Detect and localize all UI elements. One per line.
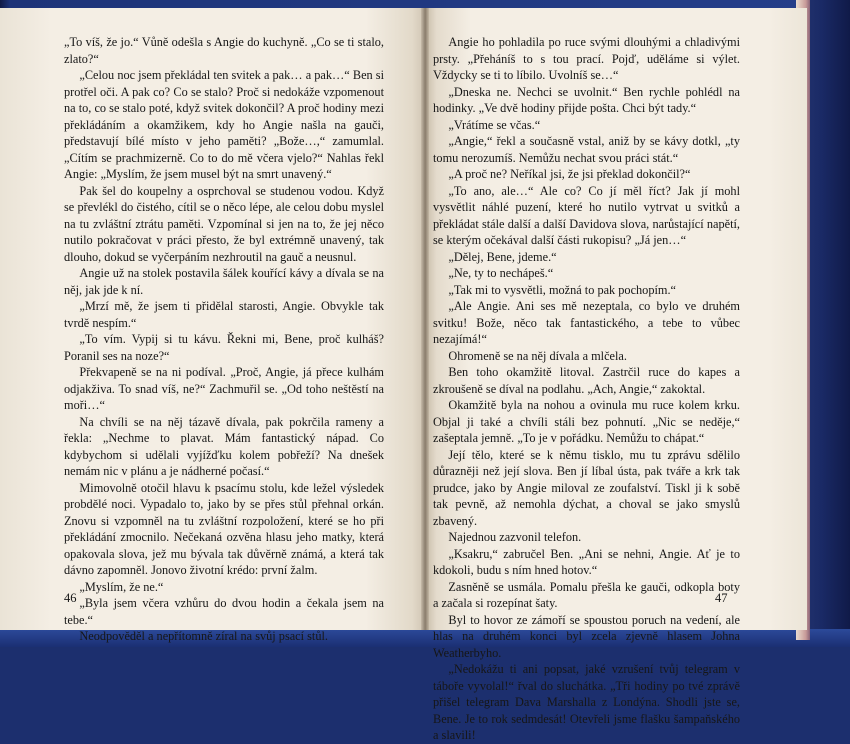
paragraph: „Ne, ty to nechápeš.“ xyxy=(448,266,554,280)
paragraph: Na chvíli se na něj tázavě dívala, pak pokrčila rameny a řekla: „Nechme to plavat. Mám fantastický nápad. Co kdybychom si udělali vyjížďku kolem pobřeží? Na dnešek nemám nic v plánu a je nádherné počasí.“ xyxy=(64,414,384,478)
paragraph: Najednou zazvonil telefon. xyxy=(448,530,582,544)
paragraph: „Vrátíme se včas.“ xyxy=(448,117,541,132)
paragraph: Angie ho pohladila po ruce svými dlouhými a chladivými prsty. „Přeháníš to s tou prací. Pojď, uděláme si výlet. Vždycky se ti to líbilo. Uvolníš se…“ xyxy=(433,35,740,82)
paragraph: Neodpověděl a nepřítomně zíral na svůj psací stůl. xyxy=(79,629,328,643)
paragraph: „To ano, ale…“ Ale co? Co jí měl říct? Jak jí mohl vysvětlit náhlé puzení, které ho nutilo vytrvat u svitků a překládat stále další a další Davidova slova, narůstající napětí, se kterým očekával další části rukopisu? „Já jen…“ xyxy=(433,183,740,247)
paragraph: „To víš, že jo.“ Vůně odešla s Angie do kuchyně. „Co se ti stalo, zlato?“ xyxy=(64,35,384,66)
paragraph: Ben toho okamžitě litoval. Zastrčil ruce do kapes a zkroušeně se díval na podlahu. „Ach, Angie,“ zakoktal. xyxy=(433,365,740,396)
paragraph: „Mrzí mě, že jsem ti přidělal starosti, Angie. Obvykle tak tvrdě nespím.“ xyxy=(64,299,384,330)
paragraph: Její tělo, které se k němu tisklo, mu tu zprávu sdělilo důrazněji než její slova. Ben jí líbal ústa, pak tváře a krk tak prudce, jako by Angie miloval ze zoufalství. Tiskl ji k sobě tak pevně, až nemohla dýchat, a choval se jako smyslů zbavený. xyxy=(433,447,740,528)
paragraph: Ohromeně se na něj dívala a mlčela. xyxy=(448,348,627,363)
paragraph: Okamžitě byla na nohou a ovinula mu ruce kolem krku. Objal ji také a chvíli stáli bez pohnutí. „Nic se neděje,“ zašeptala jemně. „To je v pořádku. Nemůžu to chápat.“ xyxy=(433,398,740,445)
paragraph: „Angie,“ řekl a současně vstal, aniž by se kávy dotkl, „ty tomu nerozumíš. Nemůžu nechat svou práci stát.“ xyxy=(433,134,740,165)
paragraph: „Ksakru,“ zabručel Ben. „Ani se nehni, Angie. Ať je to kdokoli, budu s ním hned hotov.“ xyxy=(433,546,740,577)
paragraph: „Nedokážu ti ani popsat, jaké vzrušení tvůj telegram v táboře vyvolal!“ řval do sluchátka. „Tři hodiny po tvé zprávě přišel telegram Dava Marshalla z Londýna. Shodli jste se, Bene. Je to rok sedmdesát! Otevřeli jsme flašku šampaňského a slavili! xyxy=(433,662,740,742)
paragraph: „Byla jsem včera vzhůru do dvou hodin a čekala jsem na tebe.“ xyxy=(64,596,384,627)
paragraph: „Dělej, Bene, jdeme.“ xyxy=(448,249,557,264)
paragraph: Byl to hovor ze zámoří se spoustou poruch na vedení, ale hlas na druhém konci byl zcela zjevně hlasem Johna Weatherbyho. xyxy=(433,612,740,660)
paragraph: Pak šel do koupelny a osprchoval se studenou vodou. Když se převlékl do čistého, cítil se o něco lépe, ale celou dobu myslel na tu zvláštní ztrátu paměti. Vzpomínal si jen na to, že jej něco nutilo pokračovat v práci přesto, že byl extrémně unavený, tak dlouho, dokud se vyčerpáním nezhroutil na gauč a neusnul. xyxy=(64,183,384,264)
page-number-right: 47 xyxy=(715,591,728,605)
paragraph: Angie už na stolek postavila šálek kouřící kávy a dívala se na něj, jak jde k ní. xyxy=(64,266,384,297)
page-number-left: 46 xyxy=(64,591,77,605)
paragraph: „Myslím, že ne.“ xyxy=(79,579,164,594)
paragraph: „To vím. Vypij si tu kávu. Řekni mi, Bene, proč kulháš? Poranil ses na noze?“ xyxy=(64,332,384,363)
paragraph: „Dneska ne. Nechci se uvolnit.“ Ben rychle pohlédl na hodinky. „Ve dvě hodiny přijde pošta. Chci být tady.“ xyxy=(433,84,740,115)
paragraph: Překvapeně se na ni podíval. „Proč, Angie, já přece kulhám odjakživa. To snad víš, ne?“ Zachmuřil se. „Od toho neštěstí na moři…“ xyxy=(64,365,384,412)
right-page-text xyxy=(433,34,740,744)
paragraph: „Celou noc jsem překládal ten svitek a pak… a pak…“ Ben si protřel oči. A pak co? Co se stalo? Proč si nedokáže vzpomenout na to, co se stalo poté, když svitek dokončil? A proč hodiny mezi překládáním a okamžikem, kdy ho Angie našla na gauči, představují bílé místo v jeho paměti? „Bože…,“ zamumlal. „Cítím se prachmizerně. Co to do mě včera vjelo?“ Nahlas řekl Angie: „Myslím, že jsem musel být na smrt unavený.“ xyxy=(64,68,384,181)
paragraph: Mimovolně otočil hlavu k psacímu stolu, kde ležel výsledek probdělé noci. Vypadalo to, jako by se přes stůl přehnal orkán. Znovu si vzpomněl na tu zvláštní rozpoložení, které se ho při překládání zmocnilo. Nečekaná ozvěna hlasu jeho matky, která opakovala slova, jež mu bývala tak důvěrně známá, a která tak dávno zapomněl. Jonovo životní krédo: první žalm. xyxy=(64,480,384,577)
paragraph: „A proč ne? Neříkal jsi, že jsi překlad dokončil?“ xyxy=(448,167,691,181)
paragraph: „Tak mi to vysvětli, možná to pak pochopím.“ xyxy=(448,282,676,297)
paragraph: „Ale Angie. Ani ses mě nezeptala, co bylo ve druhém svitku! Bože, něco tak fantastického, a tebe to vůbec nezajímá!“ xyxy=(433,299,740,346)
book-gutter xyxy=(421,8,429,630)
paragraph: Zasněně se usmála. Pomalu přešla ke gauči, odkopla boty a začala si rozepínat šaty. xyxy=(433,579,740,610)
left-page-text xyxy=(64,34,384,645)
